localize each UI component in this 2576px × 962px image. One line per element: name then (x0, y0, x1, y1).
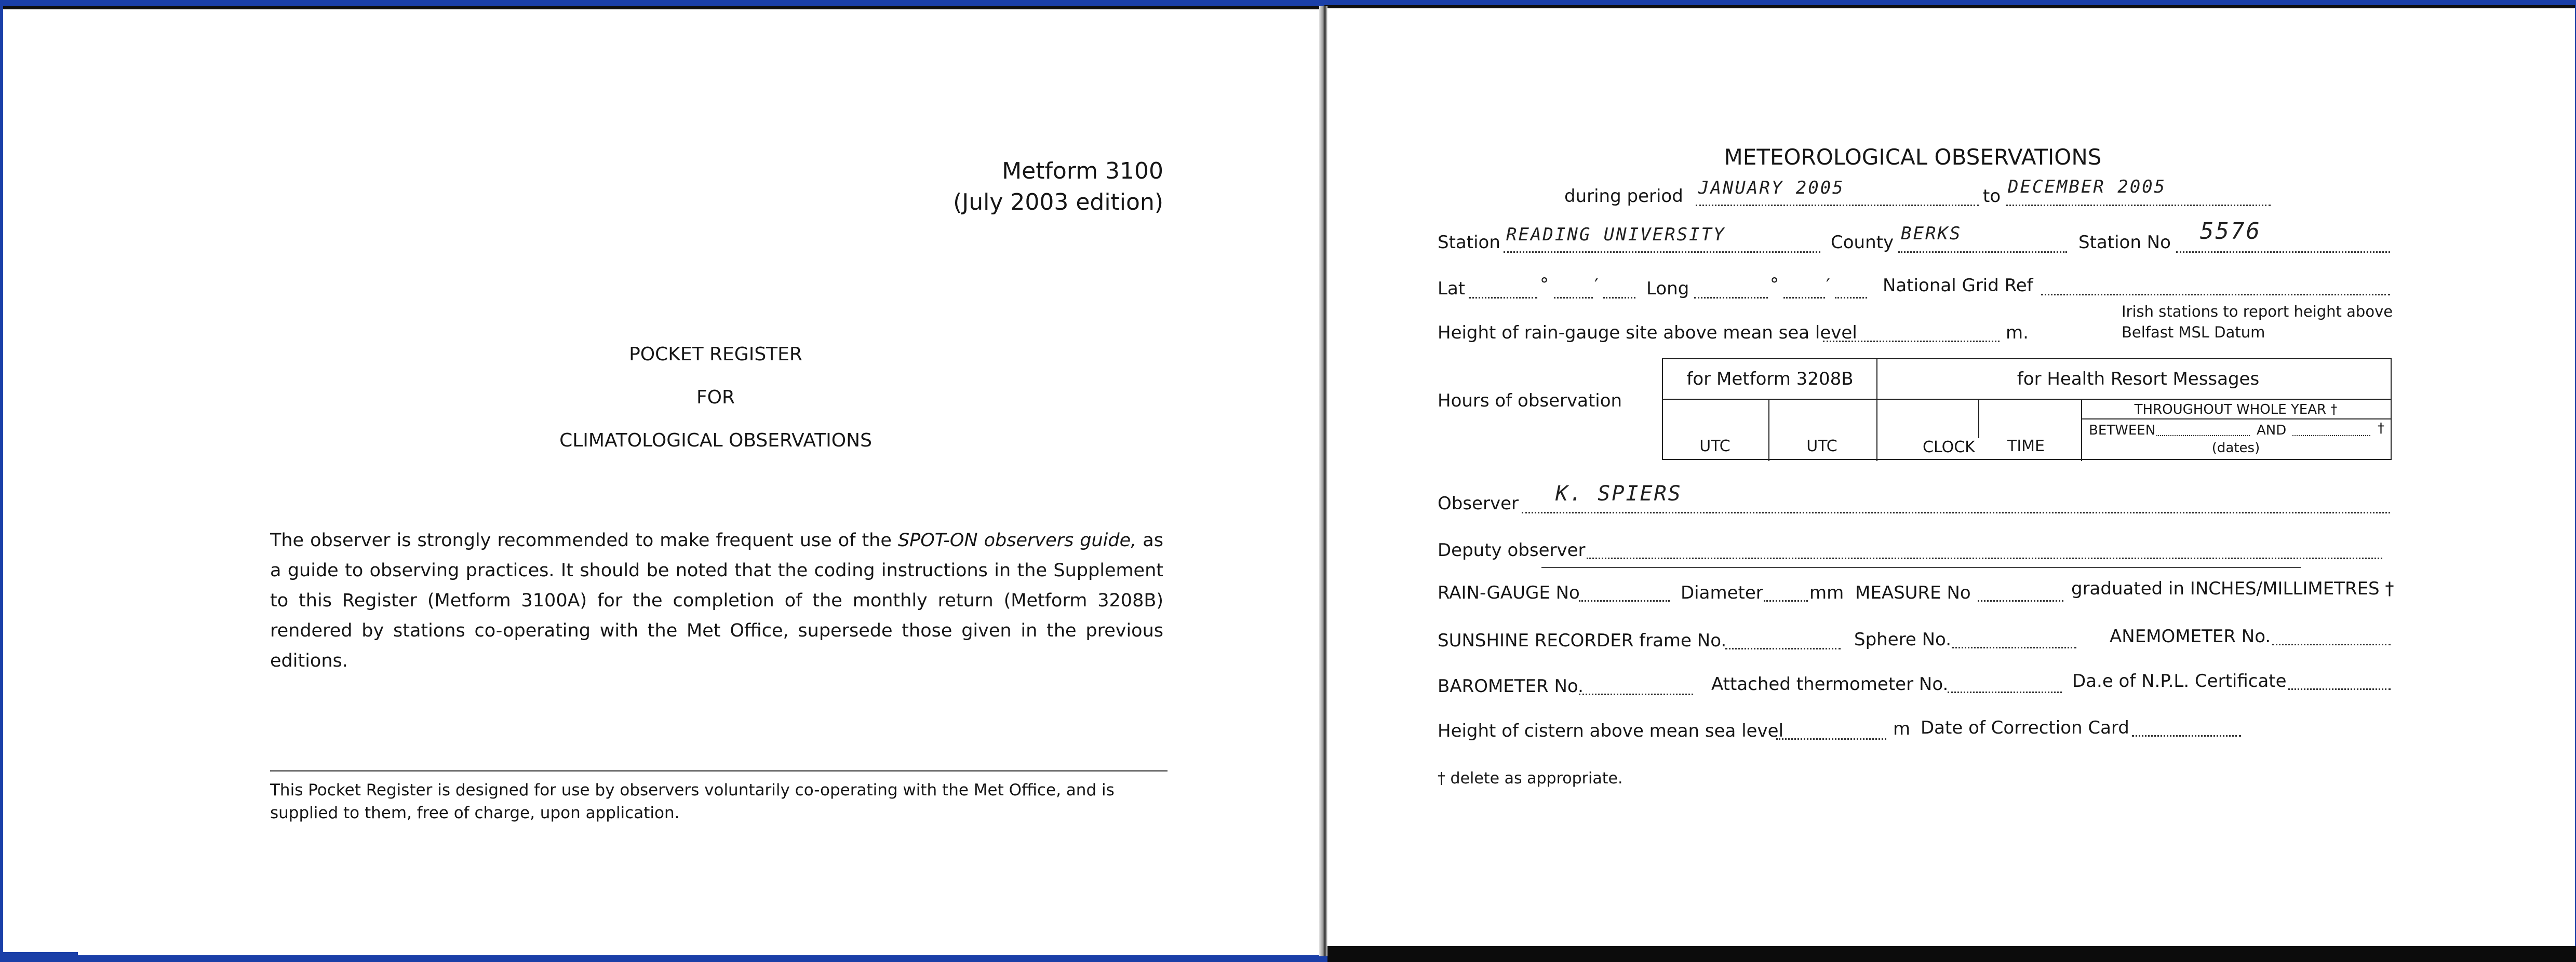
station-no-label: Station No (2078, 232, 2171, 253)
anemometer-no-label: ANEMOMETER No. (2110, 626, 2271, 647)
period-from-value: JANUARY 2005 (1698, 178, 1845, 198)
rain-gauge-height-label: Height of rain-gauge site above mean sea level (1438, 322, 1857, 343)
irish-note-line-1: Irish stations to report height above (2122, 303, 2393, 320)
sunshine-recorder-label: SUNSHINE RECORDER frame No. (1438, 630, 1727, 651)
irish-note-line-2: Belfast MSL Datum (2122, 323, 2265, 341)
form-edition: (July 2003 edition) (953, 189, 1163, 215)
rain-gauge-no-label: RAIN-GAUGE No (1438, 582, 1580, 603)
spot-on-guide-title: SPOT-ON observers guide, (897, 530, 1137, 551)
and-dots (2292, 435, 2370, 436)
npl-certificate-label: Da.e of N.P.L. Certificate (2072, 671, 2287, 692)
intro-text-start: The observer is strongly recommended to make frequent use of the (270, 530, 892, 551)
delete-as-appropriate-footnote: † delete as appropriate. (1438, 769, 1623, 788)
anemometer-no-dots (2272, 644, 2391, 645)
scan-background-corner (0, 952, 78, 962)
graduated-label: graduated in INCHES/MILLIMETRES † (2071, 578, 2394, 599)
observer-dots (1522, 512, 2390, 513)
county-value: BERKS (1901, 223, 1962, 244)
utc-divider (1768, 400, 1769, 461)
register-title-line-2: FOR (696, 387, 735, 408)
grid-ref-dots (2041, 294, 2390, 295)
deputy-observer-label: Deputy observer (1438, 540, 1586, 561)
between-label: BETWEEN (2089, 423, 2156, 438)
long-degrees-dots (1694, 297, 1768, 299)
long-minute-mark: ′ (1826, 275, 1830, 296)
cistern-height-label: Height of cistern above mean sea level (1438, 721, 1784, 741)
correction-card-dots (2132, 735, 2241, 737)
long-seconds-dots (1835, 297, 1867, 299)
lat-minutes-dots (1554, 297, 1593, 299)
rain-gauge-height-dots (1823, 341, 2000, 342)
observer-label: Observer (1438, 493, 1519, 514)
diameter-label: Diameter (1681, 582, 1763, 603)
health-header-text: for Health Resort Messages (2017, 369, 2260, 389)
sunshine-recorder-dots (1725, 648, 1841, 649)
measure-no-dots (1978, 600, 2063, 602)
station-dots (1504, 251, 1820, 253)
lat-minute-mark: ′ (1594, 275, 1599, 296)
scan-edge-strip (1327, 946, 2576, 962)
barometer-no-dots (1579, 694, 1693, 695)
time-label: TIME (2007, 437, 2045, 455)
utc-cell-1: UTC (1699, 437, 1730, 455)
station-no-dots (2176, 251, 2390, 253)
correction-card-label: Date of Correction Card (1921, 717, 2129, 738)
attached-thermometer-dots (1948, 692, 2062, 693)
observation-hours-table (1662, 358, 2392, 460)
clock-label: CLOCK (1923, 438, 1975, 456)
cistern-unit: m (1893, 719, 1911, 739)
diameter-dots (1764, 600, 1808, 602)
period-to-value: DECEMBER 2005 (2008, 177, 2167, 197)
register-title-line-3: CLIMATOLOGICAL OBSERVATIONS (559, 430, 872, 451)
observer-value: K. SPIERS (1555, 482, 1682, 506)
utc-cell-2: UTC (1806, 437, 1837, 455)
measure-no-label: MEASURE No (1855, 582, 1971, 603)
sphere-no-dots (1952, 647, 2076, 648)
period-from-dots (1696, 205, 1979, 206)
between-dots (2156, 435, 2250, 436)
footer-rule (270, 770, 1168, 771)
hours-of-observation-label: Hours of observation (1438, 390, 1622, 411)
diameter-unit: mm (1809, 582, 1844, 603)
attached-thermometer-label: Attached thermometer No. (1711, 674, 1949, 695)
lat-degree-mark: ° (1540, 274, 1549, 295)
dates-label: (dates) (2211, 440, 2260, 456)
county-label: County (1831, 232, 1894, 253)
irish-stations-note (2122, 301, 2393, 343)
county-dots (1898, 251, 2067, 253)
cistern-height-dots (1776, 738, 1886, 740)
height-unit: m. (2006, 322, 2029, 343)
metform-header-text: for Metform 3208B (1686, 369, 1854, 389)
intro-paragraph (270, 525, 1163, 676)
clock-time-divider (1978, 400, 1979, 438)
period-to-label: to (1983, 186, 2001, 207)
long-minutes-dots (1783, 297, 1825, 299)
deputy-observer-dots (1587, 558, 2382, 559)
npl-certificate-dots (2288, 688, 2391, 690)
metform-header (893, 156, 1163, 218)
lat-degrees-dots (1469, 297, 1537, 299)
register-title-line-1: POCKET REGISTER (629, 344, 802, 365)
period-label: during period (1564, 186, 1683, 207)
long-degree-mark: ° (1770, 274, 1779, 295)
long-label: Long (1646, 278, 1689, 299)
form-id: Metform 3100 (1002, 158, 1163, 184)
intro-text-end: as a guide to observing practices. It should be noted that the coding instructions in the Supplement to this Register (Metform 3100A) for the completion of the monthly return (Metform 3208B) rendered by stations co-operating with the Met Office, supersede those given in the previous editions. (270, 530, 1163, 671)
lat-seconds-dots (1603, 297, 1635, 299)
and-label: AND (2257, 423, 2287, 438)
dates-dagger: † (2378, 421, 2384, 436)
station-value: READING UNIVERSITY (1506, 224, 1726, 245)
scan-pencil-line (1541, 567, 2301, 568)
footer-note: This Pocket Register is designed for use by observers voluntarily co-operating with the Met Office, and is supplied to them, free of charge, upon application. (270, 781, 1115, 822)
lat-label: Lat (1438, 278, 1466, 299)
rain-gauge-no-dots (1579, 600, 1670, 602)
observations-heading: METEOROLOGICAL OBSERVATIONS (1724, 144, 2102, 170)
station-no-value: 5576 (2200, 218, 2261, 245)
grid-ref-label: National Grid Ref (1883, 275, 2033, 296)
period-to-dots (2006, 205, 2271, 206)
sphere-no-label: Sphere No. (1854, 629, 1952, 650)
throughout-whole-year: THROUGHOUT WHOLE YEAR † (2134, 402, 2338, 417)
station-label: Station (1438, 232, 1500, 253)
barometer-no-label: BAROMETER No. (1438, 676, 1584, 697)
book-gutter (1319, 6, 1327, 956)
